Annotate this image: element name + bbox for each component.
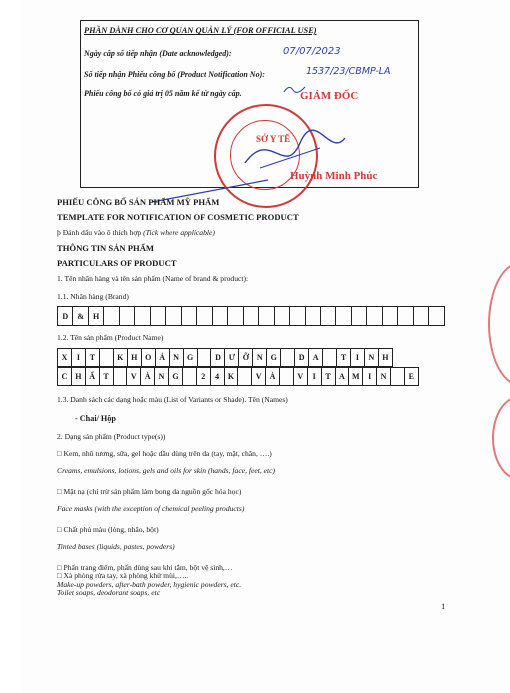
letter-cell: G xyxy=(169,367,183,386)
letter-cell: N xyxy=(365,348,379,367)
letter-cell: D xyxy=(211,348,225,367)
letter-cell: 4 xyxy=(211,367,225,386)
letter-cell xyxy=(104,306,119,326)
letter-cell xyxy=(182,306,197,326)
letter-cell: D xyxy=(295,348,309,367)
letter-cell: V xyxy=(252,367,266,386)
signer-title: GIÁM ĐỐC xyxy=(300,90,359,102)
letter-cell xyxy=(306,306,321,326)
letter-cell: N xyxy=(377,367,391,386)
letter-cell: T xyxy=(100,367,114,386)
number-value: 1537/23/CBMP-LA xyxy=(306,66,391,77)
tick-note xyxy=(57,228,215,237)
question-1: 1. Tên nhãn hàng và tên sản phẩm (Name of brand & product): xyxy=(57,274,249,283)
brand-letter-grid xyxy=(57,306,445,326)
letter-cell xyxy=(367,306,382,326)
letter-cell xyxy=(135,306,150,326)
handwritten-signature xyxy=(240,118,350,178)
letter-cell: T xyxy=(86,348,100,367)
letter-cell xyxy=(290,306,305,326)
page-number: 1 xyxy=(441,601,446,611)
tick-note-vn: þ Đánh dấu vào ô thích hợp xyxy=(57,228,142,237)
letter-cell: I xyxy=(363,367,377,386)
question-1-1: 1.1. Nhãn hàng (Brand) xyxy=(57,292,129,301)
tick-note-en: (Tick where applicable) xyxy=(143,228,215,237)
letter-cell: T xyxy=(337,348,351,367)
letter-cell xyxy=(398,306,413,326)
validity-note: Phiếu công bố có giá trị 05 năm kể từ ngày cấp. xyxy=(84,89,242,98)
letter-cell: I xyxy=(308,367,322,386)
product-type-option-en: Creams, emulsions, lotions, gels and oils for skin (hands, face, feet, etc) xyxy=(57,466,276,475)
letter-cell xyxy=(198,348,212,367)
letter-cell: I xyxy=(72,348,86,367)
letter-cell: H xyxy=(128,348,142,367)
letter-cell: N xyxy=(170,348,184,367)
product-type-option: □ Mặt nạ (chỉ trừ sản phẩm làm bong da nguồn gốc hóa học) xyxy=(57,487,242,496)
signer-name: Huỳnh Minh Phúc xyxy=(290,170,378,182)
letter-cell: C xyxy=(58,367,72,386)
letter-cell xyxy=(280,367,294,386)
letter-cell xyxy=(166,306,181,326)
letter-cell: N xyxy=(253,348,267,367)
product-type-option-en: Make-up powders, after-bath powder, hygienic powders, etc. xyxy=(57,580,242,589)
letter-cell xyxy=(336,306,351,326)
letter-cell: H xyxy=(89,306,104,326)
letter-cell: A xyxy=(309,348,323,367)
letter-cell: T xyxy=(322,367,336,386)
letter-cell: N xyxy=(155,367,169,386)
letter-cell xyxy=(383,306,398,326)
letter-cell xyxy=(352,306,367,326)
letter-cell xyxy=(183,367,197,386)
letter-cell xyxy=(120,306,135,326)
letter-cell: A xyxy=(336,367,350,386)
number-label: Số tiếp nhận Phiếu công bố (Product Notification No): xyxy=(84,70,265,79)
letter-cell: D xyxy=(58,306,73,326)
letter-cell xyxy=(114,367,128,386)
product-name-grid-row-1 xyxy=(57,348,393,367)
letter-cell: H xyxy=(72,367,86,386)
letter-cell: Ấ xyxy=(86,367,100,386)
letter-cell: V xyxy=(294,367,308,386)
letter-cell: G xyxy=(267,348,281,367)
letter-cell xyxy=(323,348,337,367)
date-value: 07/07/2023 xyxy=(283,46,341,57)
letter-cell xyxy=(259,306,274,326)
letter-cell xyxy=(197,306,212,326)
section-title-vn: THÔNG TIN SẢN PHẨM xyxy=(57,243,155,253)
letter-cell: À xyxy=(266,367,280,386)
letter-cell: 2 xyxy=(197,367,211,386)
product-type-option: □ Phấn trang điểm, phấn dùng sau khi tắm, bột vệ sinh,… xyxy=(57,563,233,572)
letter-cell: O xyxy=(142,348,156,367)
letter-cell xyxy=(414,306,429,326)
letter-cell: K xyxy=(114,348,128,367)
letter-cell xyxy=(238,367,252,386)
letter-cell xyxy=(321,306,336,326)
product-type-option-en: Tinted bases (liquids, pastes, powders) xyxy=(57,542,175,551)
letter-cell xyxy=(244,306,259,326)
letter-cell: G xyxy=(184,348,198,367)
letter-cell: M xyxy=(349,367,363,386)
product-name-grid-row-2 xyxy=(57,367,419,386)
letter-cell: Ư xyxy=(225,348,239,367)
letter-cell xyxy=(391,367,405,386)
question-1-3: 1.3. Danh sách các dạng hoặc màu (List of Variants or Shade). Tên (Names) xyxy=(57,395,288,404)
product-type-option: □ Xà phòng rửa tay, xà phòng khử mùi,….. xyxy=(57,571,189,580)
letter-cell: K xyxy=(225,367,239,386)
date-label: Ngày cấp số tiếp nhận (Date acknowledged): xyxy=(84,49,232,58)
letter-cell: I xyxy=(351,348,365,367)
letter-cell: H xyxy=(379,348,393,367)
form-title-en: TEMPLATE FOR NOTIFICATION OF COSMETIC PRODUCT xyxy=(57,212,299,222)
official-header: PHẦN DÀNH CHO CƠ QUAN QUẢN LÝ (FOR OFFICIAL USE) xyxy=(84,26,317,35)
variant-value: - Chai/ Hộp xyxy=(75,414,116,423)
letter-cell: X xyxy=(58,348,72,367)
seal-text: SỞ Y TẾ xyxy=(256,134,291,144)
letter-cell: V xyxy=(127,367,141,386)
letter-cell xyxy=(151,306,166,326)
letter-cell xyxy=(213,306,228,326)
product-type-option-en: Toilet soaps, deodorant soaps, etc xyxy=(57,588,161,597)
letter-cell: Ỡ xyxy=(239,348,253,367)
question-1-2: 1.2. Tên sản phẩm (Product Name) xyxy=(57,333,164,342)
letter-cell xyxy=(281,348,295,367)
letter-cell xyxy=(429,306,444,326)
question-2: 2. Dạng sản phẩm (Product type(s)) xyxy=(57,432,166,441)
product-type-option: □ Chất phủ màu (lỏng, nhão, bột) xyxy=(57,525,159,534)
letter-cell: À xyxy=(141,367,155,386)
letter-cell: E xyxy=(405,367,419,386)
section-title-en: PARTICULARS OF PRODUCT xyxy=(57,258,177,268)
product-type-option: □ Kem, nhũ tương, sữa, gel hoặc dầu dùng trên da (tay, mặt, chân, ….) xyxy=(57,449,272,458)
form-title-vn: PHIẾU CÔNG BỐ SẢN PHẨM MỸ PHẨM xyxy=(57,197,220,207)
letter-cell xyxy=(275,306,290,326)
product-type-option-en: Face masks (with the exception of chemical peeling products) xyxy=(57,504,245,513)
letter-cell xyxy=(228,306,243,326)
letter-cell xyxy=(100,348,114,367)
letter-cell: Á xyxy=(156,348,170,367)
letter-cell: & xyxy=(73,306,88,326)
